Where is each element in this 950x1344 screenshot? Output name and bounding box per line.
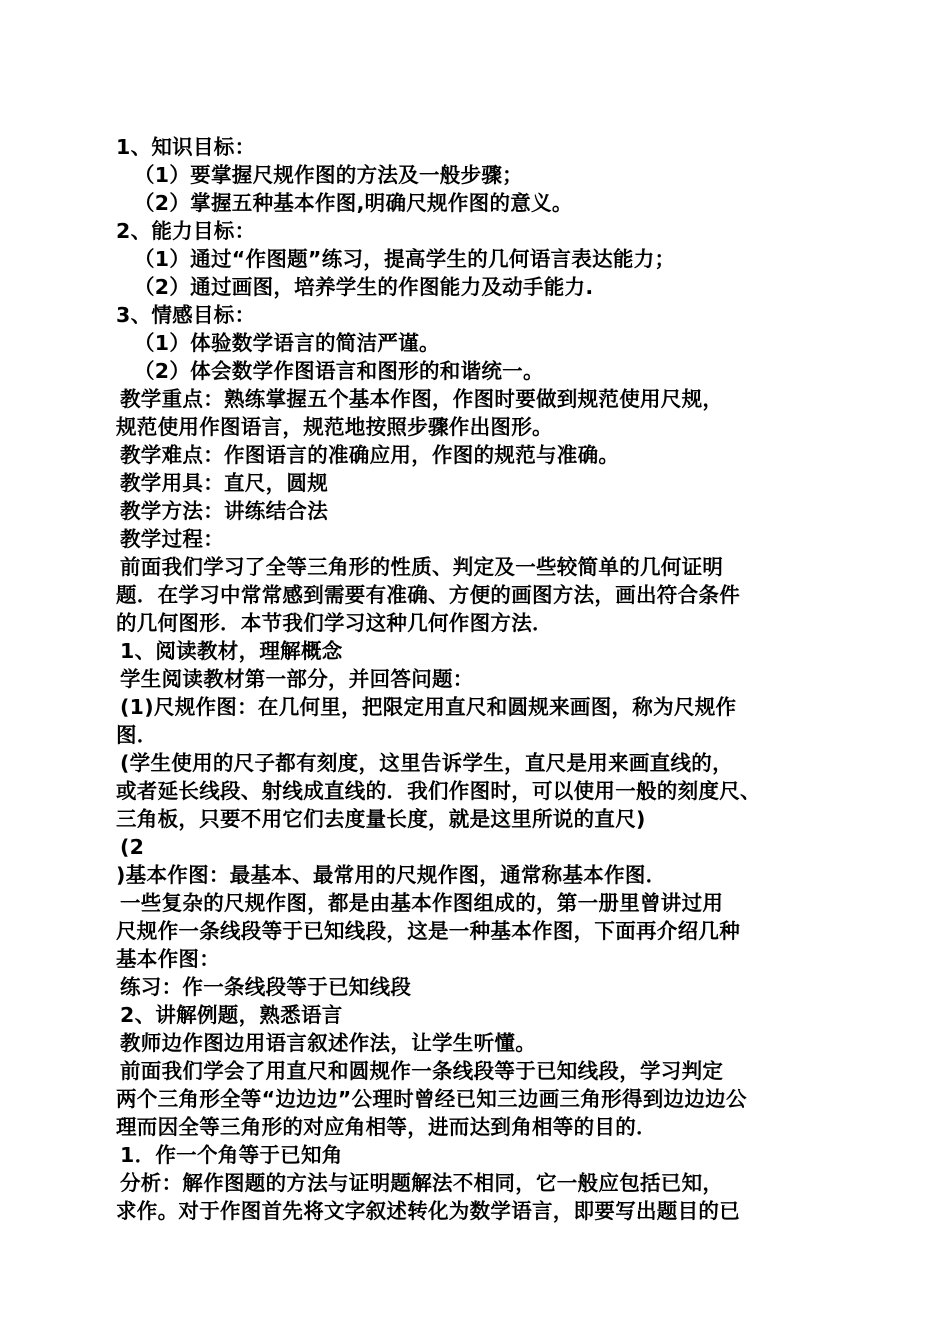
paragraph-line: 理而因全等三角形的对应角相等，进而达到角相等的目的． xyxy=(116,1115,657,1139)
paragraph-line: (2 xyxy=(120,835,145,859)
paragraph-line: (学生使用的尺子都有刻度，这里告诉学生，直尺是用来画直线的， xyxy=(120,751,733,775)
paragraph-line: 前面我们学习了全等三角形的性质、判定及一些较简单的几何证明 xyxy=(120,555,724,579)
text-line: （1）要掌握尺规作图的方法及一般步骤； xyxy=(134,163,523,187)
teaching-process-heading: 教学过程： xyxy=(120,527,224,551)
example-heading: 1．作一个角等于已知角 xyxy=(120,1143,343,1167)
paragraph-line: 前面我们学会了用直尺和圆规作一条线段等于已知线段，学习判定 xyxy=(120,1059,724,1083)
section-heading-emotion-goals: 3、情感目标： xyxy=(116,303,256,327)
paragraph-line: 尺规作一条线段等于已知线段，这是一种基本作图，下面再介绍几种 xyxy=(116,919,740,943)
paragraph-line: 两个三角形全等“边边边”公理时曾经已知三边画三角形得到边边边公 xyxy=(116,1087,747,1111)
paragraph-line: 图． xyxy=(116,723,158,747)
paragraph-line: 求作。对于作图首先将文字叙述转化为数学语言，即要写出题目的已 xyxy=(116,1199,740,1223)
paragraph-line: )基本作图：最基本、最常用的尺规作图，通常称基本作图． xyxy=(116,863,667,887)
section-heading-knowledge-goals: 1、知识目标： xyxy=(116,135,256,159)
text-line: （2）通过画图，培养学生的作图能力及动手能力. xyxy=(134,275,594,299)
paragraph-line: 三角板，只要不用它们去度量长度，就是这里所说的直尺) xyxy=(116,807,646,831)
teaching-key-points: 教学重点：熟练掌握五个基本作图，作图时要做到规范使用尺规， xyxy=(120,387,724,411)
exercise-line: 练习：作一条线段等于已知线段 xyxy=(120,975,412,999)
paragraph-line: 一些复杂的尺规作图，都是由基本作图组成的，第一册里曾讲过用 xyxy=(120,891,724,915)
text-line: 规范使用作图语言，规范地按照步骤作出图形。 xyxy=(116,415,553,439)
teaching-methods: 教学方法：讲练结合法 xyxy=(120,499,328,523)
text-line: （2）体会数学作图语言和图形的和谐统一。 xyxy=(134,359,544,383)
paragraph-line: 或者延长线段、射线成直线的．我们作图时，可以使用一般的刻度尺、 xyxy=(116,779,761,803)
paragraph-line: 题．在学习中常常感到需要有准确、方便的画图方法，画出符合条件 xyxy=(116,583,740,607)
paragraph-line: (1)尺规作图：在几何里，把限定用直尺和圆规来画图，称为尺规作 xyxy=(120,695,737,719)
text-line: （1）通过“作图题”练习，提高学生的几何语言表达能力； xyxy=(134,247,676,271)
paragraph-line: 教师边作图边用语言叙述作法，让学生听懂。 xyxy=(120,1031,536,1055)
text-line: （1）体验数学语言的简洁严谨。 xyxy=(134,331,440,355)
step-heading: 1、阅读教材，理解概念 xyxy=(120,639,343,663)
section-heading-ability-goals: 2、能力目标： xyxy=(116,219,256,243)
paragraph-line: 学生阅读教材第一部分，并回答问题： xyxy=(120,667,474,691)
paragraph-line: 分析：解作图题的方法与证明题解法不相同，它一般应包括已知， xyxy=(120,1171,724,1195)
teaching-difficulties: 教学难点：作图语言的准确应用，作图的规范与准确。 xyxy=(120,443,620,467)
paragraph-line: 基本作图： xyxy=(116,947,220,971)
text-line: （2）掌握五种基本作图,明确尺规作图的意义。 xyxy=(134,191,573,215)
paragraph-line: 的几何图形．本节我们学习这种几何作图方法． xyxy=(116,611,553,635)
step-heading: 2、讲解例题，熟悉语言 xyxy=(120,1003,343,1027)
teaching-tools: 教学用具：直尺，圆规 xyxy=(120,471,328,495)
